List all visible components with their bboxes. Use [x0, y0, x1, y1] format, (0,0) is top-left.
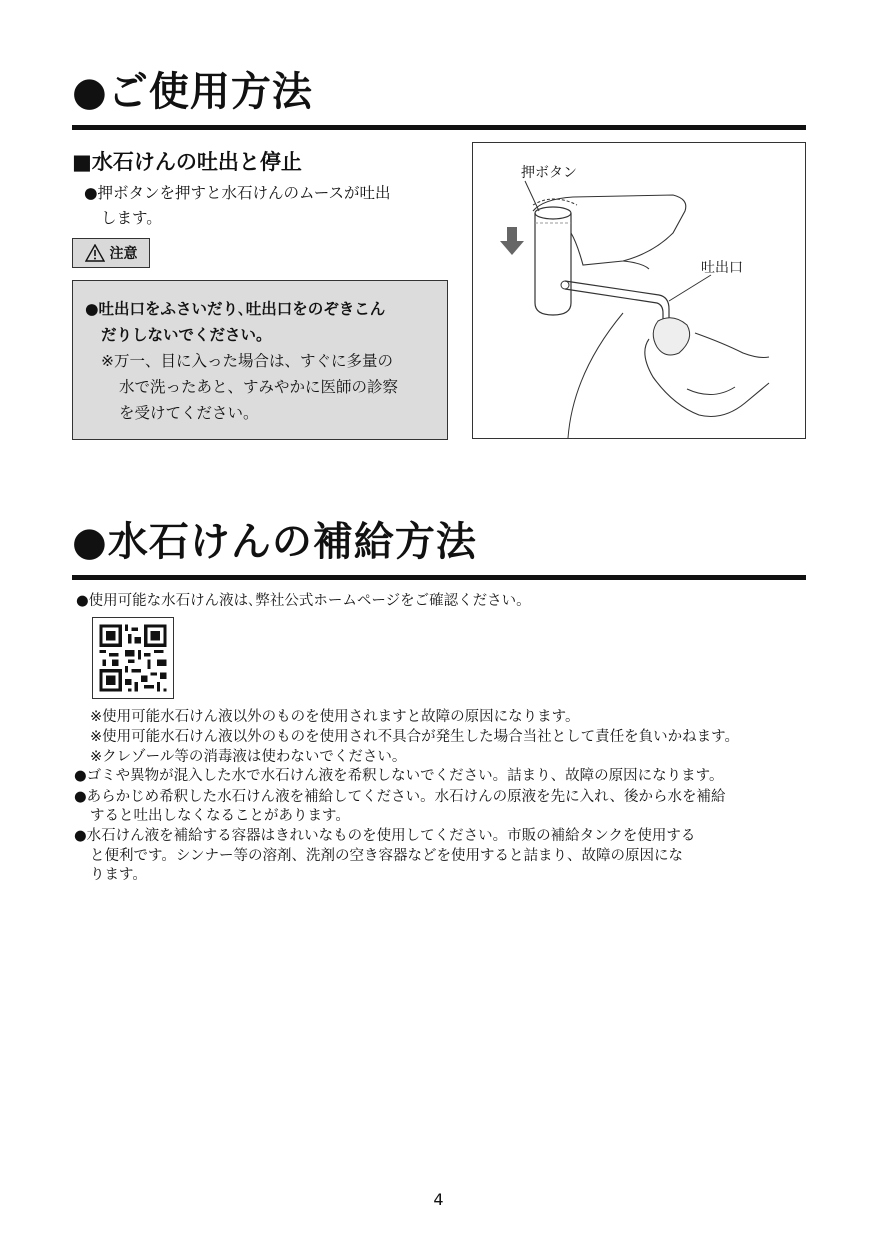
- refill-bullet-2-line-1: ●あらかじめ希釈した水石けん液を補給してください。水石けんの原液を先に入れ、後から水を補給: [74, 789, 726, 805]
- refill-bullet-3-line-2: と便利です。シンナー等の溶剤、洗剤の空き容器などを使用すると詰まり、故障の原因にな: [90, 848, 683, 864]
- refill-bullet-1: ●ゴミや異物が混入した水で水石けん液を希釈しないでください。詰まり、故障の原因になります。: [74, 768, 724, 784]
- down-arrow-icon: [500, 227, 524, 255]
- refill-note-3: ※クレゾール等の消毒液は使わないでください。: [90, 749, 407, 765]
- refill-bullet-3-line-1: ●水石けん液を補給する容器はきれいなものを使用してください。市販の補給タンクを使用する: [74, 828, 696, 844]
- caution-line-4: 水で洗ったあと、すみやかに医師の診察: [119, 378, 399, 396]
- caution-line-5: を受けてください。: [119, 404, 259, 422]
- usage-bullet: ●押ボタンを押すと水石けんのムースが吐出: [84, 184, 391, 202]
- usage-subheading: ■水石けんの吐出と停止: [72, 150, 302, 174]
- usage-heading: ●ご使用方法: [72, 69, 313, 115]
- refill-bullet-2-line-2: すると吐出しなくなることがあります。: [90, 808, 350, 824]
- dispenser-illustration: [472, 142, 806, 439]
- label-outlet: 吐出口: [701, 260, 743, 276]
- caution-line-3: ※万一、目に入った場合は、すぐに多量の: [101, 352, 393, 370]
- caution-badge: [72, 238, 150, 268]
- refill-heading-rule: [72, 575, 806, 580]
- dispenser-drawing: [473, 143, 805, 438]
- label-push-button: 押ボタン: [521, 165, 577, 181]
- refill-note-2: ※使用可能水石けん液以外のものを使用され不具合が発生した場合当社として責任を負いかねます。: [90, 729, 739, 745]
- refill-note-1: ※使用可能水石けん液以外のものを使用されますと故障の原因になります。: [90, 709, 580, 725]
- caution-line-2: だりしないでください。: [101, 326, 272, 344]
- usage-bullet-cont: します。: [101, 209, 162, 227]
- page-number: 4: [433, 1190, 444, 1209]
- refill-heading: ●水石けんの補給方法: [72, 519, 477, 565]
- refill-bullet-3-line-3: ります。: [90, 867, 147, 883]
- usage-heading-rule: [72, 125, 806, 130]
- caution-box: [72, 280, 448, 440]
- warning-triangle-icon: [85, 244, 105, 262]
- refill-intro: ●使用可能な水石けん液は､弊社公式ホームページをご確認ください。: [76, 593, 531, 609]
- caution-line-1: ●吐出口をふさいだり､吐出口をのぞきこん: [85, 300, 386, 318]
- qr-code-icon: [92, 617, 174, 699]
- caution-label: 注意: [109, 246, 138, 262]
